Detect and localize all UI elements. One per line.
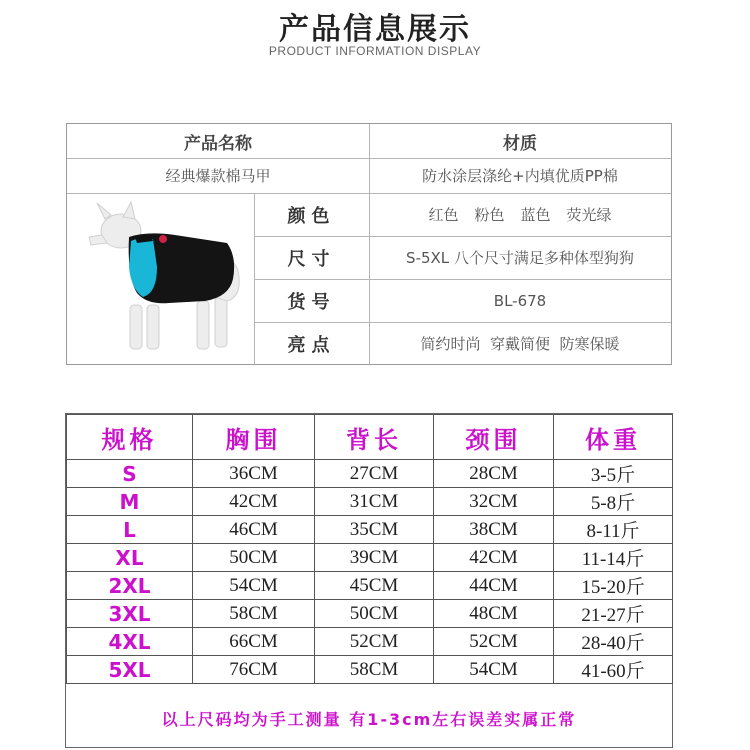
size-cell: S bbox=[67, 460, 193, 488]
weight-cell: 15-20斤 bbox=[554, 572, 673, 600]
table-row bbox=[67, 460, 673, 488]
dog-wearing-vest-image bbox=[77, 197, 257, 357]
size-cell: M bbox=[67, 488, 193, 516]
weight-cell: 21-27斤 bbox=[554, 600, 673, 628]
neck-cell: 54CM bbox=[434, 656, 554, 684]
table-row bbox=[67, 488, 673, 516]
size-chart bbox=[65, 413, 673, 748]
back-length-cell: 45CM bbox=[315, 572, 434, 600]
info-label-highlights: 亮点 bbox=[287, 334, 336, 356]
weight-cell: 3-5斤 bbox=[554, 460, 673, 488]
back-length-cell: 58CM bbox=[315, 656, 434, 684]
item-number-value: BL-678 bbox=[493, 291, 547, 310]
back-length-header: 背长 bbox=[315, 415, 434, 460]
material-value: 防水涂层涤纶+内填优质PP棉 bbox=[422, 167, 618, 185]
weight-cell: 11-14斤 bbox=[554, 544, 673, 572]
neck-cell: 48CM bbox=[434, 600, 554, 628]
table-row bbox=[67, 516, 673, 544]
neck-cell: 38CM bbox=[434, 516, 554, 544]
size-table-header-row bbox=[67, 415, 673, 460]
back-length-cell: 39CM bbox=[315, 544, 434, 572]
color-option: 粉色 bbox=[474, 206, 505, 224]
neck-header: 颈围 bbox=[434, 415, 554, 460]
weight-cell: 8-11斤 bbox=[554, 516, 673, 544]
neck-cell: 32CM bbox=[434, 488, 554, 516]
neck-cell: 42CM bbox=[434, 544, 554, 572]
weight-header: 体重 bbox=[554, 415, 673, 460]
size-cell: 5XL bbox=[67, 656, 193, 684]
table-row bbox=[67, 656, 673, 684]
color-option: 红色 bbox=[428, 206, 459, 224]
neck-cell: 52CM bbox=[434, 628, 554, 656]
chest-cell: 50CM bbox=[193, 544, 315, 572]
chest-cell: 54CM bbox=[193, 572, 315, 600]
weight-cell: 28-40斤 bbox=[554, 628, 673, 656]
size-header: 规格 bbox=[67, 415, 193, 460]
product-name-value: 经典爆款棉马甲 bbox=[165, 167, 271, 185]
page-subtitle: PRODUCT INFORMATION DISPLAY bbox=[268, 44, 482, 58]
chest-cell: 66CM bbox=[193, 628, 315, 656]
size-cell: L bbox=[67, 516, 193, 544]
product-name-header: 产品名称 bbox=[184, 133, 252, 154]
size-cell: 2XL bbox=[67, 572, 193, 600]
page-title: 产品信息展示 bbox=[279, 12, 471, 47]
size-cell: 3XL bbox=[67, 600, 193, 628]
info-label-size: 尺寸 bbox=[287, 248, 336, 270]
size-table bbox=[66, 414, 673, 684]
back-length-cell: 50CM bbox=[315, 600, 434, 628]
chest-cell: 42CM bbox=[193, 488, 315, 516]
chest-header: 胸围 bbox=[193, 415, 315, 460]
neck-cell: 28CM bbox=[434, 460, 554, 488]
info-label-color: 颜色 bbox=[287, 205, 336, 227]
weight-cell: 5-8斤 bbox=[554, 488, 673, 516]
highlights-value: 简约时尚 穿戴简便 防寒保暖 bbox=[420, 335, 620, 353]
chest-cell: 58CM bbox=[193, 600, 315, 628]
color-option: 蓝色 bbox=[520, 206, 551, 224]
table-row bbox=[67, 544, 673, 572]
back-length-cell: 52CM bbox=[315, 628, 434, 656]
table-row bbox=[67, 628, 673, 656]
chest-cell: 36CM bbox=[193, 460, 315, 488]
table-row bbox=[67, 600, 673, 628]
product-image-cell bbox=[67, 193, 254, 365]
color-options bbox=[369, 193, 671, 236]
back-length-cell: 31CM bbox=[315, 488, 434, 516]
table-row bbox=[67, 572, 673, 600]
color-option: 荧光绿 bbox=[566, 206, 612, 224]
back-length-cell: 35CM bbox=[315, 516, 434, 544]
chest-cell: 76CM bbox=[193, 656, 315, 684]
size-cell: 4XL bbox=[67, 628, 193, 656]
size-cell: XL bbox=[67, 544, 193, 572]
measurement-note: 以上尺码均为手工测量 有1-3cm左右误差实属正常 bbox=[161, 710, 577, 729]
back-length-cell: 27CM bbox=[315, 460, 434, 488]
info-label-item-number: 货号 bbox=[287, 291, 336, 313]
neck-cell: 44CM bbox=[434, 572, 554, 600]
weight-cell: 41-60斤 bbox=[554, 656, 673, 684]
size-value: S-5XL 八个尺寸满足多种体型狗狗 bbox=[406, 249, 634, 267]
material-header: 材质 bbox=[503, 133, 537, 154]
product-info-table bbox=[66, 123, 672, 365]
chest-cell: 46CM bbox=[193, 516, 315, 544]
